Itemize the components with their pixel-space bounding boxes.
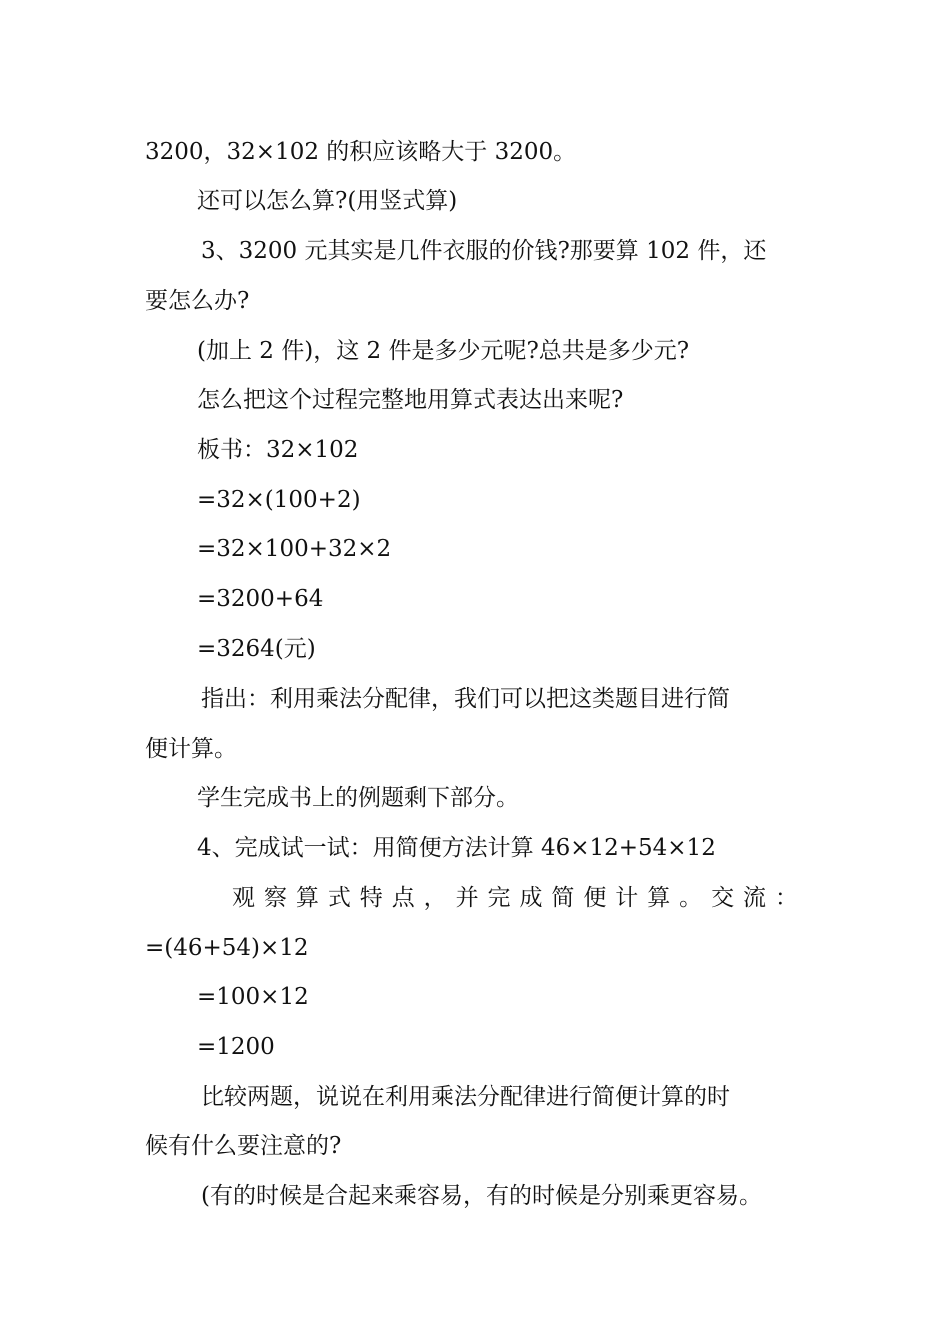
spread-char: 算 (647, 885, 671, 911)
spread-char: 流 (743, 885, 766, 911)
equation-line: =100×12 (197, 984, 309, 1010)
paragraph-line: 候有什么要注意的? (145, 1133, 342, 1159)
spread-char: 简 (551, 885, 575, 911)
spread-char: 交 (711, 885, 735, 911)
spread-char: 并 (455, 885, 479, 911)
paragraph-line: 怎么把这个过程完整地用算式表达出来呢? (197, 387, 624, 413)
paragraph-line: 还可以怎么算?(用竖式算) (197, 188, 458, 214)
spread-char: ： (774, 885, 798, 911)
paragraph-line: 比较两题，说说在利用乘法分配律进行简便计算的时 (201, 1084, 730, 1110)
paragraph-line: (加上 2 件)，这 2 件是多少元呢?总共是多少元? (197, 338, 690, 364)
spread-char: 便 (583, 885, 607, 911)
spread-char: 完 (487, 885, 511, 911)
paragraph-line: 4、完成试一试：用简便方法计算 46×12+54×12 (197, 835, 716, 861)
paragraph-line: (有的时候是合起来乘容易，有的时候是分别乘更容易。 (201, 1183, 762, 1209)
spread-char: 。 (679, 885, 703, 911)
spread-paragraph-line (232, 883, 798, 913)
equation-line: =32×100+32×2 (197, 536, 392, 562)
spread-char: 算 (295, 885, 319, 911)
equation-line: =3264(元) (197, 636, 316, 662)
equation-line: =(46+54)×12 (145, 935, 309, 961)
paragraph-line: 要怎么办? (145, 288, 250, 314)
equation-line: =32×(100+2) (197, 487, 361, 513)
paragraph-line: 指出：利用乘法分配律，我们可以把这类题目进行简 (201, 686, 730, 712)
spread-char: 成 (519, 885, 543, 911)
paragraph-line: 学生完成书上的例题剩下部分。 (197, 785, 519, 811)
paragraph-line: 3、3200 元其实是几件衣服的价钱?那要算 102 件，还 (201, 238, 767, 264)
equation-line: =1200 (197, 1034, 275, 1060)
spread-char: 计 (615, 885, 639, 911)
spread-char: 观 (232, 885, 255, 911)
board-note-line: 板书：32×102 (197, 437, 359, 463)
spread-char: ， (423, 885, 447, 911)
equation-line: =3200+64 (197, 586, 324, 612)
spread-char: 式 (327, 885, 351, 911)
spread-char: 特 (359, 885, 383, 911)
paragraph-line: 便计算。 (145, 736, 237, 762)
spread-char: 点 (391, 885, 415, 911)
spread-char: 察 (263, 885, 287, 911)
paragraph-line: 3200，32×102 的积应该略大于 3200。 (145, 139, 577, 165)
